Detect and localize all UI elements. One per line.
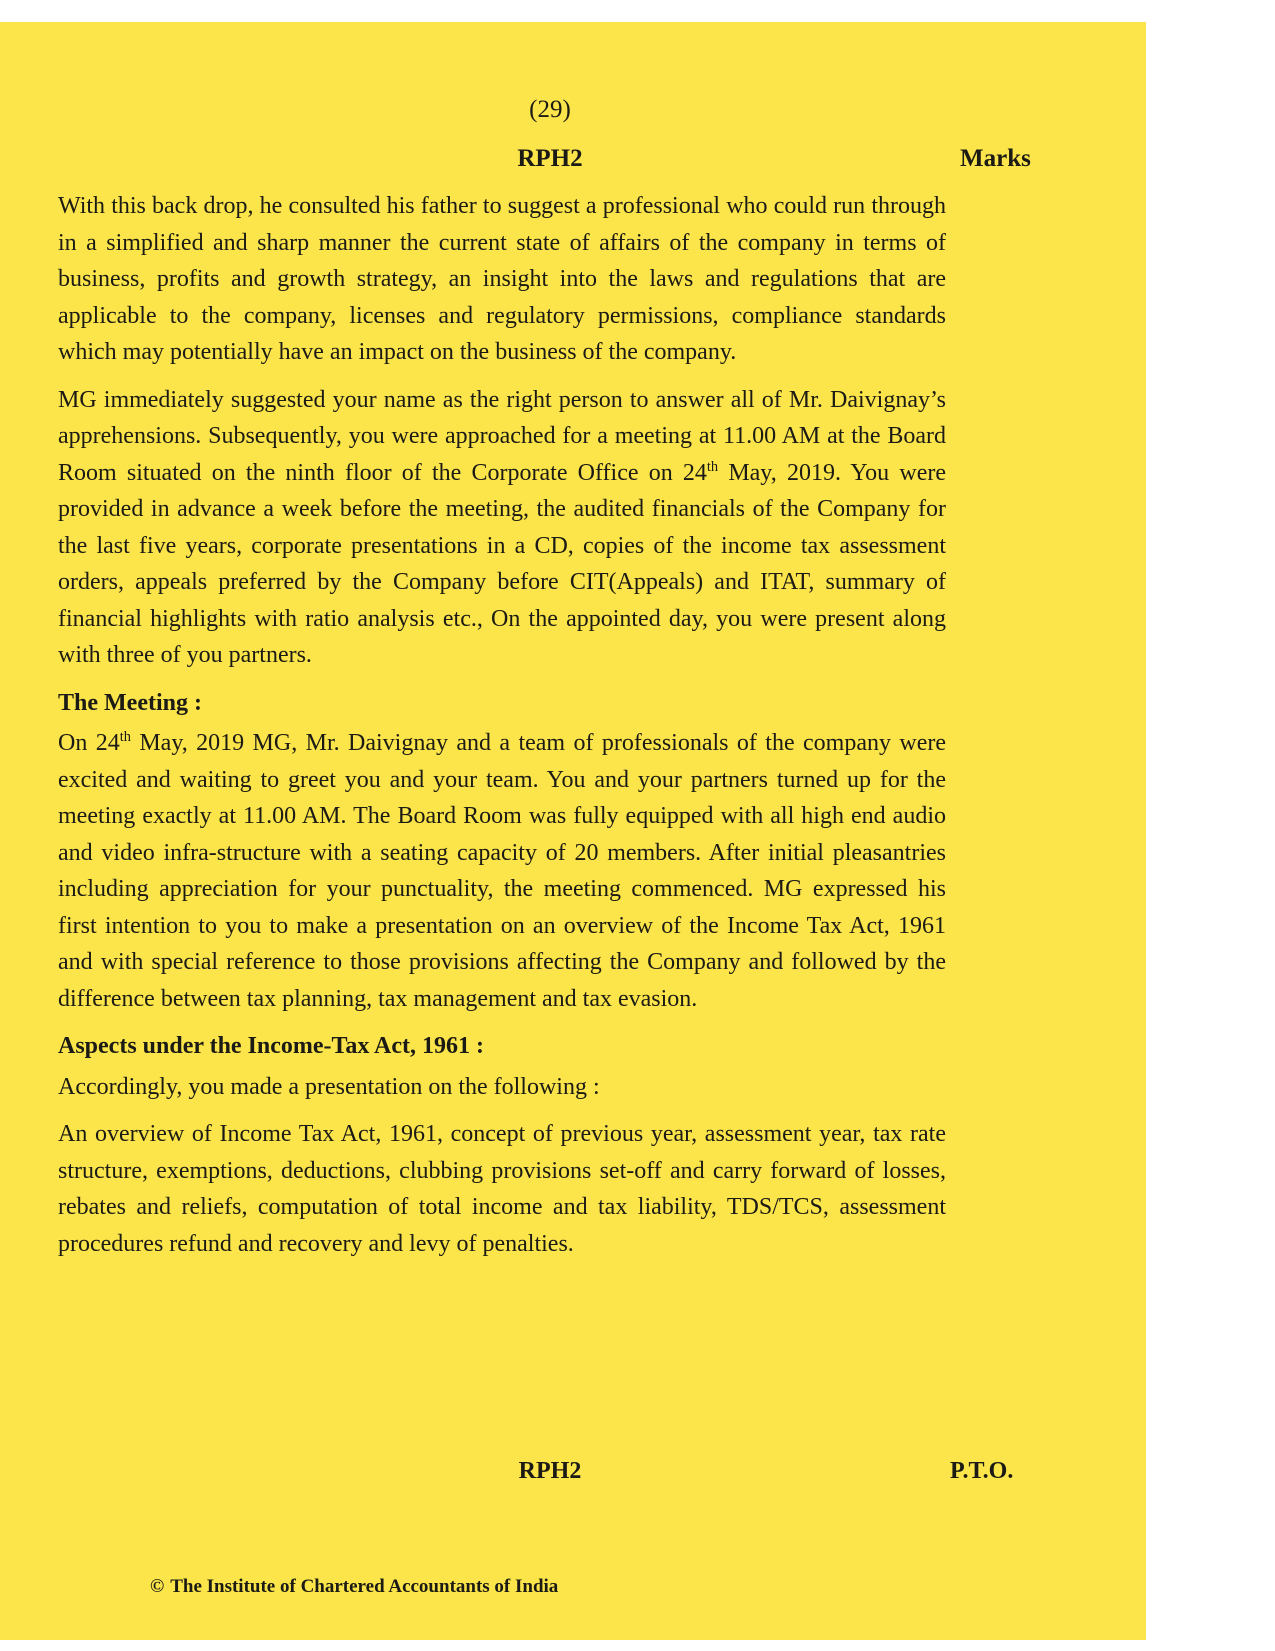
copyright-icon: © [150,1576,165,1597]
marks-column-label: Marks [960,145,1031,172]
paragraph-background: With this back drop, he consulted his father to suggest a professional who could run through in a simplified and sharp manner the current state of affairs of the company in terms of business, profits and growth strategy, an insight into the laws and regulations that are applicable to the company, licenses and regulatory permissions, compliance standards which may potentially have an impact on the business of the company. [58,193,946,365]
paper-code-header: RPH2 [517,145,583,172]
paragraph-presentation-intro: Accordingly, you made a presentation on the following : [58,1073,600,1100]
paper-code-footer: RPH2 [518,1458,582,1484]
pto-label: P.T.O. [950,1458,1014,1484]
heading-income-tax-aspects: Aspects under the Income-Tax Act, 1961 : [58,1033,484,1059]
case-study-text [58,188,946,1273]
copyright-notice [150,1576,558,1598]
page-number: (29) [529,96,571,123]
paragraph-meeting-request: MG immediately suggested your name as the right person to answer all of Mr. Daivignay’s apprehensions. Subsequently, you were approached for a meeting at 11.00 AM at the Board Room situated on the ninth floor of the Corporate Office on 24th May, 2019. You were provided in advance a week before the meeting, the audited financials of the Company for the last five years, corporate presentations in a CD, copies of the income tax assessment orders, appeals preferred by the Company before CIT(Appeals) and ITAT, summary of financial highlights with ratio analysis etc., On the appointed day, you were present along with three of you partners. [58,386,947,668]
heading-the-meeting: The Meeting : [58,689,202,716]
paragraph-meeting-details: On 24th May, 2019 MG, Mr. Daivignay and a team of professionals of the company were excited and waiting to greet you and your team. You and your partners turned up for the meeting exactly at 11.00 AM. The Board Room was fully equipped with all high end audio and video infra-structure with a seating capacity of 20 members. After initial pleasantries including appreciation for your punctuality, the meeting commenced. MG expressed his first intention to you to make a presentation on an overview of the Income Tax Act, 1961 and with special reference to those provisions affecting the Company and followed by the difference between tax planning, tax management and tax evasion. [58,729,946,1012]
copyright-text: The Institute of Chartered Accountants of India [170,1576,559,1597]
paragraph-presentation-topics: An overview of Income Tax Act, 1961, concept of previous year, assessment year, tax rate structure, exemptions, deductions, clubbing provisions set-off and carry forward of losses, rebates and reliefs, computation of total income and tax liability, TDS/TCS, assessment procedures refund and recovery and levy of penalties. [58,1121,946,1257]
